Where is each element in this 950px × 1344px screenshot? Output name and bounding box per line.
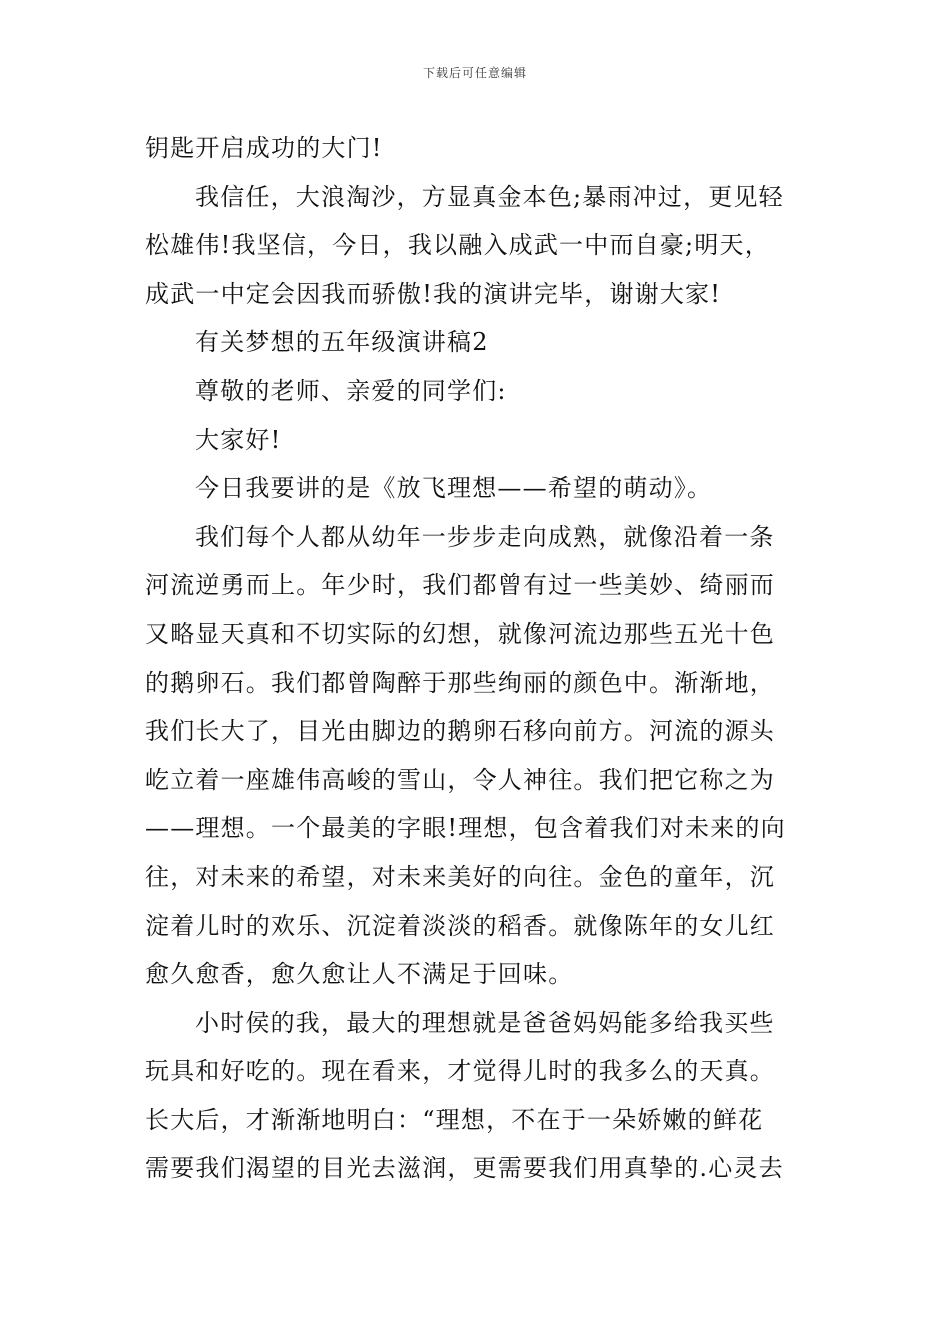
text-line: 往，对未来的希望，对未来美好的向往。金色的童年，沉 bbox=[145, 862, 775, 891]
text-line: 松雄伟!我坚信，今日，我以融入成武一中而自豪;明天， bbox=[145, 231, 770, 260]
page-header: 下载后可任意编辑 bbox=[422, 66, 527, 80]
text-line: 愈久愈香，愈久愈让人不满足于回味。 bbox=[145, 960, 574, 989]
salutation: 尊敬的老师、亲爱的同学们: bbox=[195, 376, 507, 405]
text-line: 的鹅卵石。我们都曾陶醉于那些绚丽的颜色中。渐渐地， bbox=[145, 668, 775, 697]
text-line: 河流逆勇而上。年少时，我们都曾有过一些美妙、绮丽而 bbox=[145, 571, 775, 600]
text-line: ——理想。一个最美的字眼!理想，包含着我们对未来的向 bbox=[145, 814, 786, 843]
text-line: 需要我们渴望的目光去滋润，更需要我们用真挚的.心灵去 bbox=[145, 1154, 784, 1183]
text-line: 屹立着一座雄伟高峻的雪山，令人神往。我们把它称之为 bbox=[145, 765, 775, 794]
greeting: 大家好! bbox=[195, 425, 282, 454]
text-line: 成武一中定会因我而骄傲!我的演讲完毕，谢谢大家! bbox=[145, 279, 722, 308]
text-line: 今日我要讲的是《放飞理想——希望的萌动》。 bbox=[195, 474, 713, 503]
text-line: 钥匙开启成功的大门! bbox=[145, 134, 383, 162]
text-line: 淀着儿时的欢乐、沉淀着淡淡的稻香。就像陈年的女儿红 bbox=[145, 911, 775, 940]
text-line: 我们长大了，目光由脚边的鹅卵石移向前方。河流的源头 bbox=[145, 717, 775, 746]
document-body bbox=[145, 124, 807, 1193]
text-line: 我们每个人都从幼年一步步走向成熟，就像沿着一条 bbox=[195, 522, 775, 551]
section-title: 有关梦想的五年级演讲稿2 bbox=[195, 328, 489, 357]
text-line: 长大后，才渐渐地明白：“理想，不在于一朵娇嫩的鲜花 bbox=[145, 1105, 764, 1134]
text-line: 我信任，大浪淘沙，方显真金本色;暴雨冲过，更见轻 bbox=[195, 182, 784, 211]
text-line: 小时侯的我，最大的理想就是爸爸妈妈能多给我买些 bbox=[195, 1008, 775, 1037]
text-line: 玩具和好吃的。现在看来，才觉得儿时的我多么的天真。 bbox=[145, 1057, 775, 1086]
text-line: 又略显天真和不切实际的幻想，就像河流边那些五光十色 bbox=[145, 619, 775, 648]
